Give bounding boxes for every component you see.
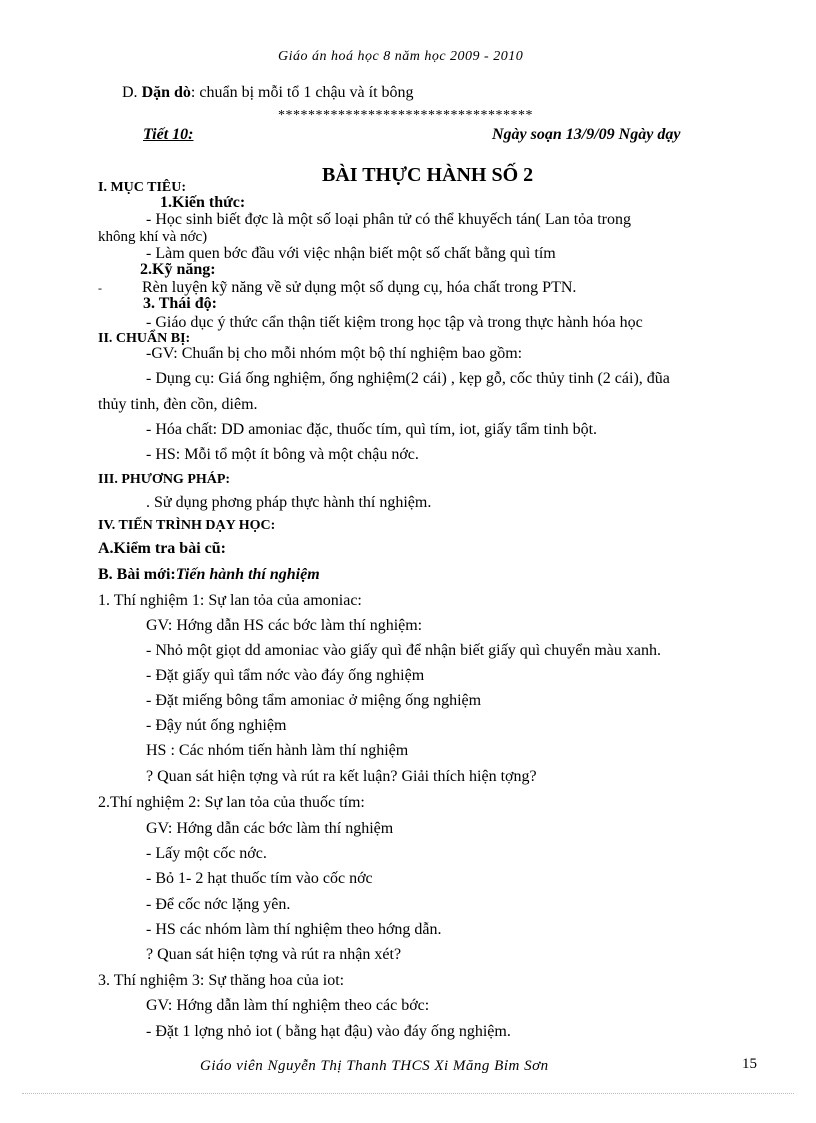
chuan-bi-hoa-chat: - Hóa chất: DD amoniac đặc, thuốc tím, quì tím, iot, giấy tẩm tinh bột. [146, 421, 598, 438]
dan-do-text: : chuẩn bị mỗi tổ 1 chậu và ít bông [190, 84, 414, 101]
section-phuong-phap: III. PHƯƠNG PHÁP: [98, 472, 231, 487]
footer-teacher: Giáo viên Nguyễn Thị Thanh THCS Xi Măng Bỉm Sơn [200, 1058, 549, 1074]
kien-thuc-line-1: - Học sinh biết đợc là một số loại phân tử có thể khuyếch tán( Lan tỏa trong [146, 211, 632, 228]
bottom-dotted-rule [22, 1093, 794, 1094]
lesson-dates: Ngày soạn 13/9/09 Ngày dạy [492, 126, 681, 143]
section-muc-tieu: I. MỤC TIÊU: [98, 180, 187, 195]
experiment-3-heading: 3. Thí nghiệm 3: Sự thăng hoa của iot: [98, 972, 345, 989]
kien-thuc-line-2: - Làm quen bớc đầu với việc nhận biết một số chất bằng quì tím [146, 245, 556, 262]
chuan-bi-gv: -GV: Chuẩn bị cho mỗi nhóm một bộ thí nghiệm bao gồm: [146, 345, 523, 362]
section-tien-trinh: IV. TIẾN TRÌNH DẠY HỌC: [98, 518, 276, 533]
subsection-kien-thuc: 1.Kiến thức: [160, 194, 246, 211]
kien-thuc-line-1-cont: không khí và nớc) [98, 229, 208, 245]
lesson-number: Tiết 10: [143, 126, 194, 143]
experiment-1-heading: 1. Thí nghiệm 1: Sự lan tỏa của amoniac: [98, 592, 362, 609]
experiment-1-question: ? Quan sát hiện tợng và rút ra kết luận? Giải thích hiện tợng? [146, 768, 537, 785]
kiem-tra-bai-cu: A.Kiểm tra bài cũ: [98, 540, 226, 557]
page-number: 15 [742, 1056, 757, 1072]
experiment-2-question: ? Quan sát hiện tợng và rút ra nhận xét? [146, 946, 402, 963]
experiment-3-step: - Đặt 1 lợng nhỏ iot ( bằng hạt đậu) vào đáy ống nghiệm. [146, 1023, 511, 1040]
ky-nang-dash: - [98, 281, 102, 295]
bai-moi-label: B. Bài mới: [98, 566, 176, 583]
experiment-2-hs: - HS các nhóm làm thí nghiệm theo hớng dẫn. [146, 921, 442, 938]
experiment-1-gv: GV: Hớng dẫn HS các bớc làm thí nghiệm: [146, 617, 423, 634]
section-chuan-bi: II. CHUẨN BỊ: [98, 331, 191, 346]
subsection-thai-do: 3. Thái độ: [143, 295, 217, 312]
experiment-2-heading: 2.Thí nghiệm 2: Sự lan tỏa của thuốc tím: [98, 794, 365, 811]
bai-moi-line [98, 566, 320, 584]
experiment-2-step: - Lấy một cốc nớc. [146, 845, 267, 862]
experiment-1-step: - Đậy nút ống nghiệm [146, 717, 287, 734]
experiment-1-step: - Đặt giấy quì tẩm nớc vào đáy ống nghiệm [146, 667, 425, 684]
chuan-bi-dung-cu-cont: thủy tinh, đèn cồn, diêm. [98, 396, 258, 413]
thai-do-line: - Giáo dục ý thức cẩn thận tiết kiệm trong học tập và trong thực hành hóa học [146, 314, 643, 331]
experiment-1-hs: HS : Các nhóm tiến hành làm thí nghiệm [146, 742, 409, 759]
chuan-bi-hs: - HS: Mỗi tổ một ít bông và một chậu nớc. [146, 446, 419, 463]
ky-nang-line: Rèn luyện kỹ năng về sử dụng một số dụng cụ, hóa chất trong PTN. [142, 279, 577, 296]
dan-do-label: Dặn dò [141, 84, 191, 101]
experiment-2-gv: GV: Hớng dẫn các bớc làm thí nghiệm [146, 820, 394, 837]
experiment-1-step: - Đặt miếng bông tẩm amoniac ở miệng ống nghiệm [146, 692, 482, 709]
dan-do-line: D. Dặn dò: chuẩn bị mỗi tổ 1 chậu và ít bông [122, 84, 414, 101]
chuan-bi-dung-cu: - Dụng cụ: Giá ống nghiệm, ống nghiệm(2 cái) , kẹp gỗ, cốc thủy tinh (2 cái), đũa [146, 370, 670, 387]
subsection-ky-nang: 2.Kỹ năng: [140, 261, 216, 278]
experiment-1-step: - Nhỏ một giọt dd amoniac vào giấy quì để nhận biết giấy quì chuyển màu xanh. [146, 642, 661, 659]
page-title: BÀI THỰC HÀNH SỐ 2 [322, 164, 534, 186]
phuong-phap-line: . Sử dụng phơng pháp thực hành thí nghiệm. [146, 494, 432, 511]
experiment-2-step: - Để cốc nớc lặng yên. [146, 896, 291, 913]
bai-moi-title: Tiến hành thí nghiệm [175, 566, 320, 583]
running-header: Giáo án hoá học 8 năm học 2009 - 2010 [278, 49, 524, 64]
experiment-3-gv: GV: Hớng dẫn làm thí nghiệm theo các bớc: [146, 997, 430, 1014]
experiment-2-step: - Bỏ 1- 2 hạt thuốc tím vào cốc nớc [146, 870, 373, 887]
star-separator: ********************************** [278, 108, 533, 123]
